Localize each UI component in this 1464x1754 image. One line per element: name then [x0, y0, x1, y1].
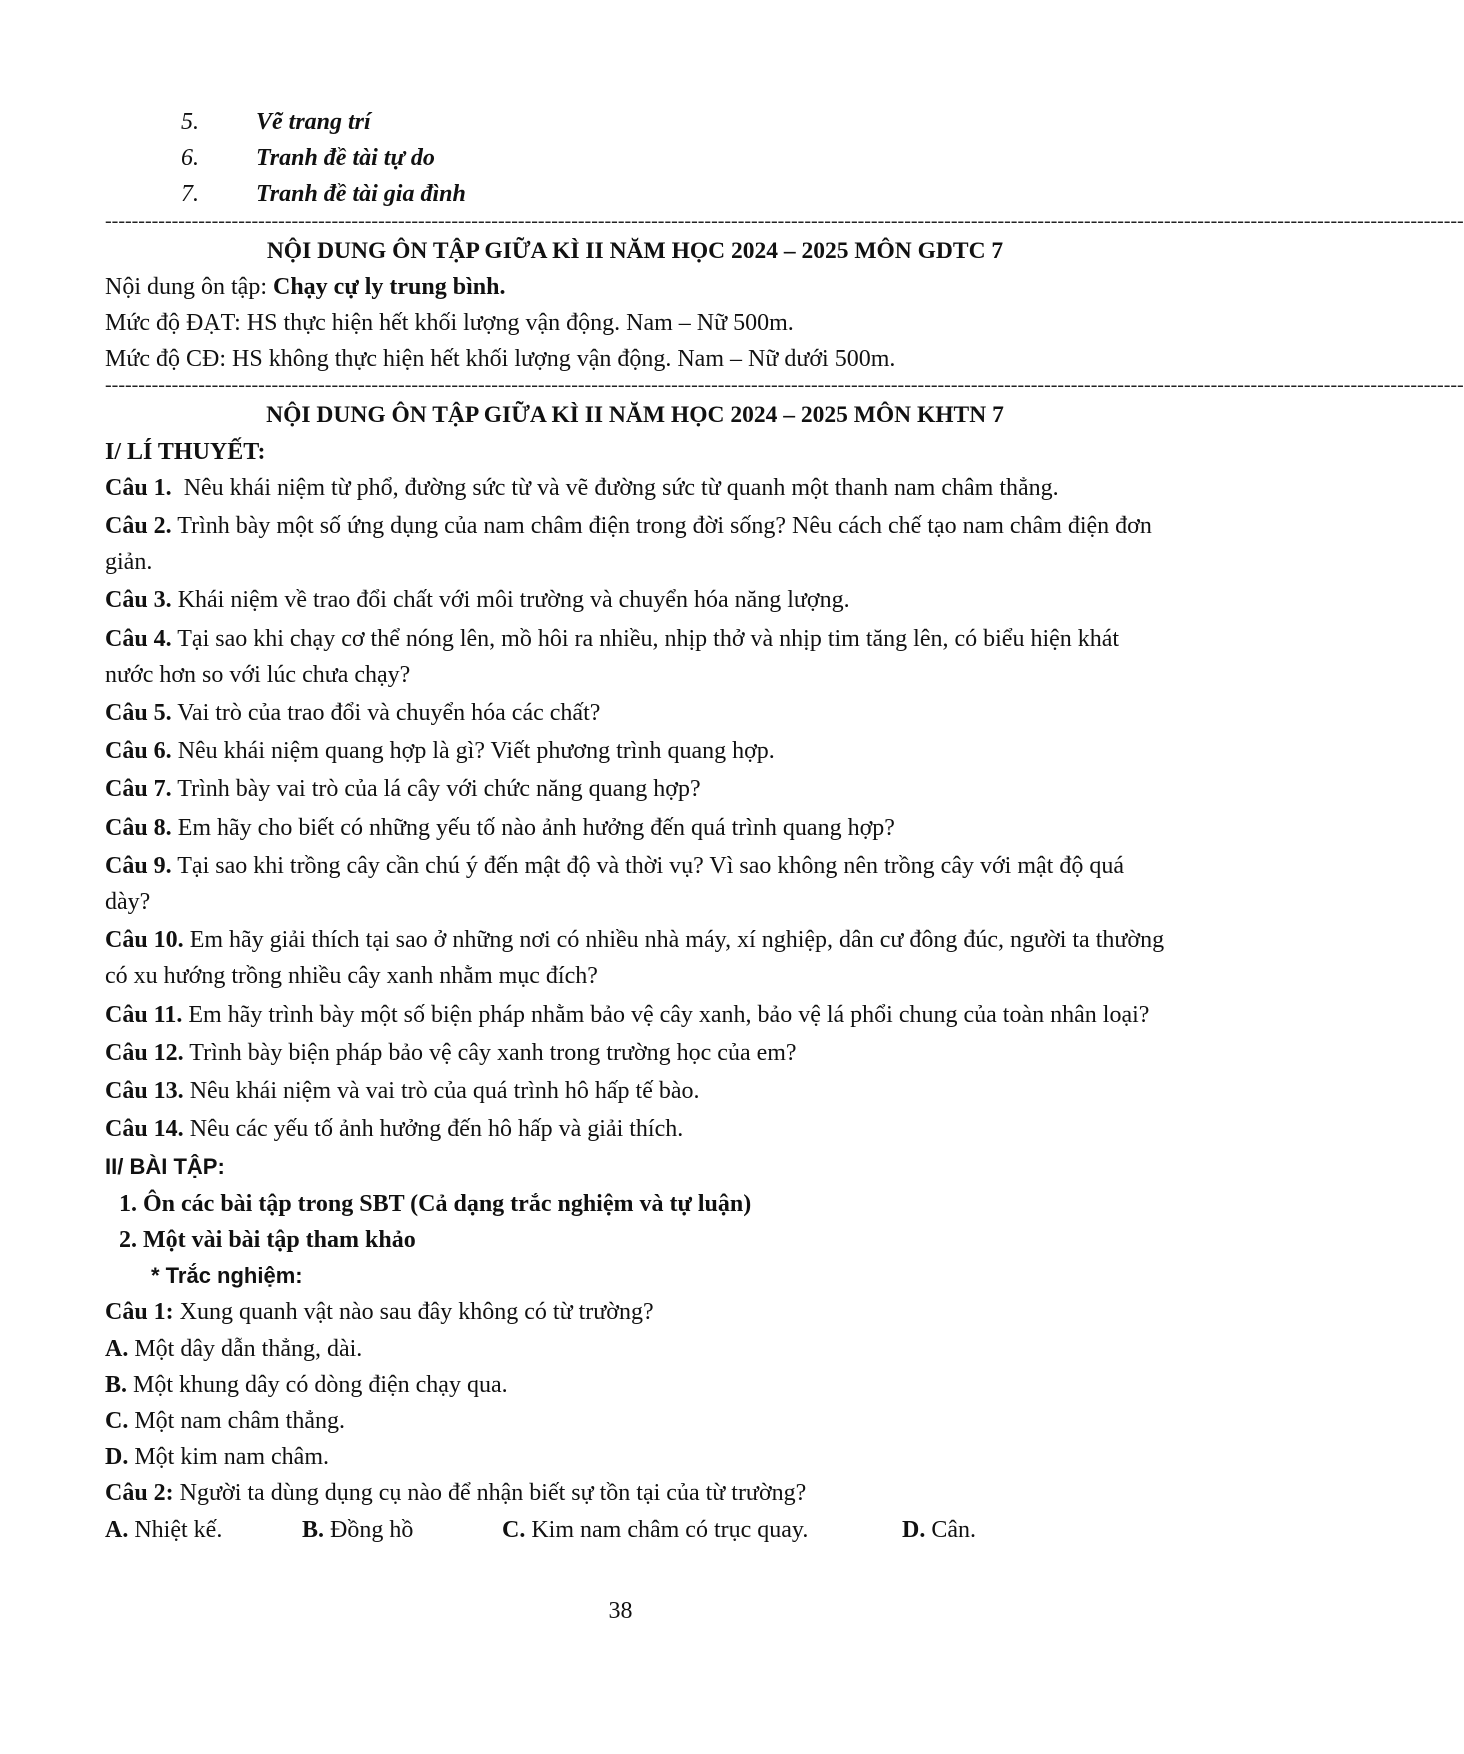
question-text: Nêu khái niệm từ phổ, đường sức từ và vẽ đường sức từ quanh một thanh nam châm thẳng.: [171, 474, 1059, 501]
option-label: B.: [302, 1516, 325, 1543]
mc-option: [302, 1512, 502, 1548]
question-text: Em hãy cho biết có những yếu tố nào ảnh hưởng đến quá trình quang hợp?: [171, 814, 895, 841]
list-item: [105, 104, 1165, 140]
option-label: A.: [105, 1516, 129, 1543]
content-label: Nội dung ôn tập:: [105, 273, 273, 300]
question-text: Vai trò của trao đổi và chuyển hóa các chất?: [171, 700, 601, 727]
option-label: C.: [105, 1407, 129, 1434]
page-content: [105, 104, 1464, 1548]
question-label: Câu 8.: [105, 814, 172, 841]
section-exercises-title: II/ BÀI TẬP:: [105, 1154, 225, 1180]
mc-option: [902, 1512, 976, 1548]
question-text: Tại sao khi chạy cơ thể nóng lên, mồ hôi ra nhiều, nhịp thở và nhịp tim tăng lên, có biểu hiện khát nước hơn so với lúc chưa chạy?: [105, 625, 1126, 688]
question-label: Câu 1:: [105, 1299, 174, 1326]
question-text: Khái niệm về trao đổi chất với môi trường và chuyển hóa năng lượng.: [171, 587, 850, 614]
question-label: Câu 14.: [105, 1116, 184, 1143]
option-text: Một dây dẫn thẳng, dài.: [128, 1335, 363, 1362]
list-item: [105, 176, 1165, 212]
option-text: Một khung dây có dòng điện chạy qua.: [127, 1371, 508, 1398]
theory-question: [105, 621, 1165, 693]
question-label: Câu 1.: [105, 474, 172, 501]
option-text: Nhiệt kế.: [128, 1516, 223, 1543]
theory-question: [105, 508, 1165, 580]
exercise-subitem-1: 1. Ôn các bài tập trong SBT (Cả dạng trắc nghiệm và tự luận): [119, 1190, 752, 1217]
exercise-subitem-2: 2. Một vài bài tập tham khảo: [119, 1226, 416, 1253]
question-label: Câu 2.: [105, 513, 172, 540]
question-text: Nêu khái niệm và vai trò của quá trình hô hấp tế bào.: [183, 1078, 700, 1105]
mc-question-2: [105, 1475, 1165, 1511]
section-theory-title: I/ LÍ THUYẾT:: [105, 438, 266, 465]
dashed-divider: ------------------------------------------------------------------------------------------------------------------------------------------------------------------------------------------------------------: [105, 374, 1464, 397]
question-label: Câu 5.: [105, 700, 172, 727]
mc-question-1: [105, 1294, 1165, 1330]
mc-option: [105, 1439, 1165, 1475]
option-text: Cân.: [925, 1516, 977, 1543]
content-value: Chạy cự ly trung bình.: [273, 273, 506, 300]
question-text: Xung quanh vật nào sau đây không có từ trường?: [173, 1299, 654, 1326]
theory-question: [105, 922, 1171, 994]
question-text: Nêu các yếu tố ảnh hưởng đến hô hấp và giải thích.: [183, 1116, 684, 1143]
mc-option: [502, 1512, 902, 1548]
option-text: Một kim nam châm.: [128, 1444, 329, 1471]
question-label: Câu 10.: [105, 927, 184, 954]
question-text: Trình bày một số ứng dụng của nam châm điện trong đời sống? Nêu cách chế tạo nam châm điện đơn giản.: [105, 513, 1158, 576]
theory-question: [105, 1111, 1165, 1147]
theory-question: [105, 1035, 1165, 1071]
question-text: Người ta dùng dụng cụ nào để nhận biết sự tồn tại của từ trường?: [173, 1480, 807, 1507]
question-text: Tại sao khi trồng cây cần chú ý đến mật độ và thời vụ? Vì sao không nên trồng cây với mật độ quá dày?: [105, 852, 1130, 916]
option-text: Đồng hồ: [324, 1516, 414, 1543]
mc-option: [105, 1512, 302, 1548]
mc-option: [105, 1403, 1165, 1439]
option-label: B.: [105, 1371, 128, 1398]
theory-question: [105, 771, 1165, 807]
question-label: Câu 9.: [105, 852, 172, 879]
question-label: Câu 3.: [105, 587, 172, 614]
option-label: A.: [105, 1335, 129, 1362]
question-text: Nêu khái niệm quang hợp là gì? Viết phương trình quang hợp.: [171, 738, 775, 765]
list-number: 6.: [181, 145, 199, 172]
khtn-heading: NỘI DUNG ÔN TẬP GIỮA KÌ II NĂM HỌC 2024 – 2025 MÔN KHTN 7: [266, 402, 1004, 429]
theory-question: [105, 997, 1165, 1033]
theory-question: [105, 810, 1165, 846]
question-text: Em hãy giải thích tại sao ở những nơi có nhiều nhà máy, xí nghiệp, dân cư đông đúc, người ta thường có xu hướng trồng nhiều cây xanh nhằm mục đích?: [105, 927, 1171, 990]
list-text: Vẽ trang trí: [256, 109, 371, 135]
question-text: Em hãy trình bày một số biện pháp nhằm bảo vệ cây xanh, bảo vệ lá phổi chung của toàn nhân loại?: [182, 1001, 1150, 1028]
question-text: Trình bày biện pháp bảo vệ cây xanh trong trường học của em?: [183, 1039, 797, 1066]
question-label: Câu 7.: [105, 776, 172, 803]
gdtc-cd-line: Mức độ CĐ: HS không thực hiện hết khối lượng vận động. Nam – Nữ dưới 500m.: [105, 346, 896, 373]
gdtc-heading: NỘI DUNG ÔN TẬP GIỮA KÌ II NĂM HỌC 2024 – 2025 MÔN GDTC 7: [266, 237, 1004, 264]
question-label: Câu 12.: [105, 1039, 184, 1066]
question-label: Câu 4.: [105, 625, 172, 652]
question-label: Câu 11.: [105, 1001, 183, 1028]
page-number: 38: [608, 1598, 633, 1624]
theory-question: [105, 848, 1165, 920]
list-text: Tranh đề tài tự do: [256, 145, 435, 172]
question-label: Câu 13.: [105, 1078, 184, 1105]
question-label: Câu 2:: [105, 1480, 174, 1507]
option-label: D.: [902, 1516, 926, 1543]
gdtc-content-line: [105, 269, 1165, 305]
gdtc-dat-line: Mức độ ĐẠT: HS thực hiện hết khối lượng vận động. Nam – Nữ 500m.: [105, 310, 794, 337]
question-text: Trình bày vai trò của lá cây với chức năng quang hợp?: [171, 776, 701, 803]
dashed-divider: ------------------------------------------------------------------------------------------------------------------------------------------------------------------------------------------------------------: [105, 209, 1464, 232]
theory-question: [105, 1073, 1165, 1109]
mc-option: [105, 1331, 1165, 1367]
list-item: [105, 140, 1165, 176]
question-label: Câu 6.: [105, 738, 172, 765]
theory-question: [105, 582, 1165, 618]
option-text: Một nam châm thẳng.: [128, 1407, 345, 1434]
option-label: D.: [105, 1444, 129, 1471]
option-text: Kim nam châm có trục quay.: [525, 1516, 809, 1543]
list-text: Tranh đề tài gia đình: [256, 181, 466, 208]
list-number: 7.: [181, 181, 199, 208]
option-label: C.: [502, 1516, 526, 1543]
theory-question: [105, 695, 1165, 731]
list-number: 5.: [181, 109, 199, 135]
multiple-choice-title: * Trắc nghiệm:: [151, 1263, 303, 1289]
theory-questions: [105, 470, 1171, 1148]
theory-question: [105, 733, 1165, 769]
theory-question: [105, 470, 1165, 506]
mc-options-row: [105, 1512, 1165, 1548]
mc-option: [105, 1367, 1165, 1403]
